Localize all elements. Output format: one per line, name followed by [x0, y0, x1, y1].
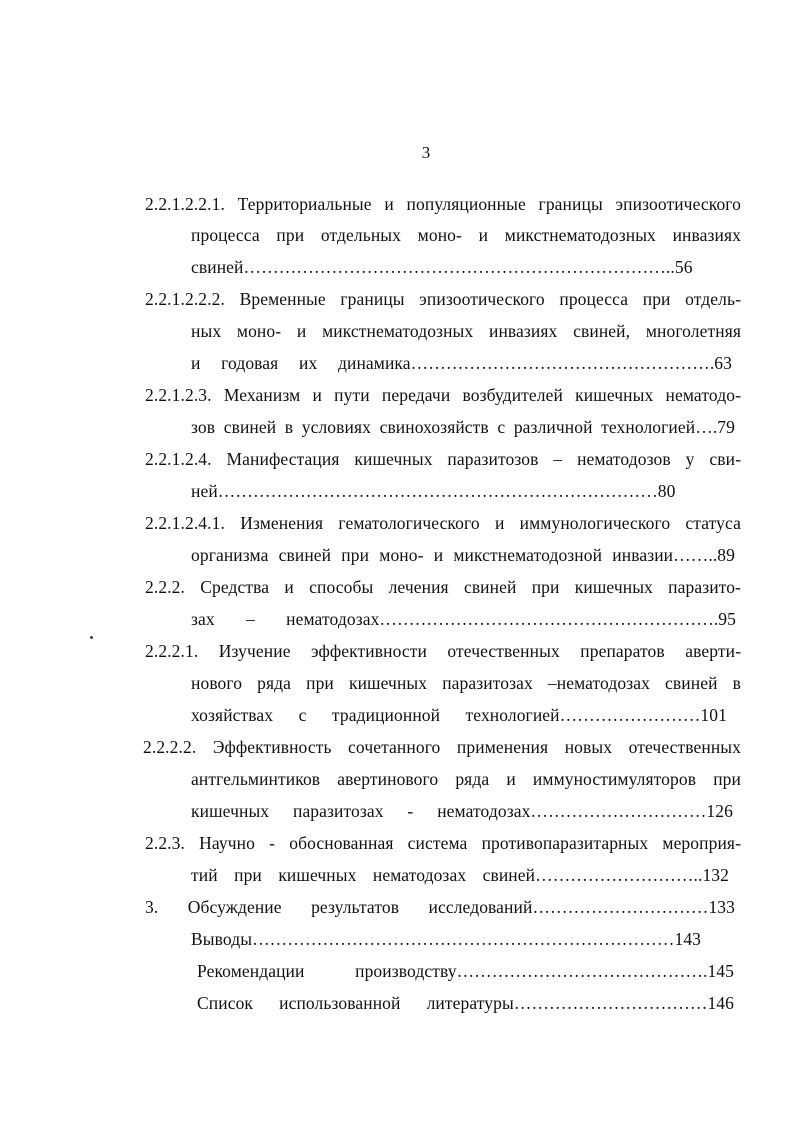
- toc-line: 2.2.3. Научно - обоснованная система противопаразитарных мероприя-: [145, 833, 741, 853]
- toc-line: 2.2.1.2.3. Механизм и пути передачи возбудителей кишечных нематодо-: [145, 385, 741, 405]
- toc-line: ных моно- и микстнематодозных инвазиях свиней, многолетняя: [191, 321, 741, 341]
- toc-line: Выводы………………………………………………………………143: [191, 929, 702, 949]
- toc-line: 2.2.2.1. Изучение эффективности отечественных препаратов аверти-: [145, 641, 741, 661]
- toc-line: свиней………………………………………………………………..56: [191, 257, 693, 277]
- toc-line: 2.2.2.2. Эффективность сочетанного применения новых отечественных: [143, 737, 741, 757]
- toc-line: 2.2.1.2.4. Манифестация кишечных паразитозов – нематодозов у сви-: [145, 449, 741, 469]
- toc-line: хозяйствах с традиционной технологией……………………101: [191, 705, 727, 725]
- toc-line: Список использованной литературы……………………………146: [197, 993, 734, 1013]
- toc-line: 2.2.2. Средства и способы лечения свиней при кишечных паразито-: [145, 577, 741, 597]
- page-number: 3: [421, 143, 431, 162]
- toc-line: 2.2.1.2.2.2. Временные границы эпизоотического процесса при отдель-: [145, 289, 741, 309]
- toc-line: кишечных паразитозах - нематодозах…………………………126: [191, 801, 733, 821]
- toc-line: нового ряда при кишечных паразитозах –нематодозах свиней в: [191, 673, 741, 693]
- toc-line: тий при кишечных нематодозах свиней………………………..132: [191, 865, 729, 885]
- toc-line: антгельминтиков авертинового ряда и иммуностимуляторов при: [191, 769, 741, 789]
- toc-line: 2.2.1.2.2.1. Территориальные и популяционные границы эпизоотического: [145, 194, 741, 214]
- toc-line: Рекомендации производству…………………………………….145: [197, 961, 734, 981]
- toc-line: 2.2.1.2.4.1. Изменения гематологического и иммунологического статуса: [145, 513, 741, 533]
- toc-line: зов свиней в условиях свинохозяйств с различной технологией….79: [191, 417, 735, 437]
- toc-line: зах – нематодозах………………………………………………….95: [191, 609, 736, 629]
- toc-line: и годовая их динамика…………………………………………….63: [191, 353, 732, 373]
- toc-line: процесса при отдельных моно- и микстнематодозных инвазиях: [191, 225, 741, 245]
- toc-line: 3. Обсуждение результатов исследований…………………………133: [145, 897, 735, 917]
- scan-speck: [90, 636, 93, 639]
- toc-line: организма свиней при моно- и микстнематодозной инвазии……..89: [191, 545, 735, 565]
- toc-line: ней…………………………………………………………………80: [191, 481, 676, 501]
